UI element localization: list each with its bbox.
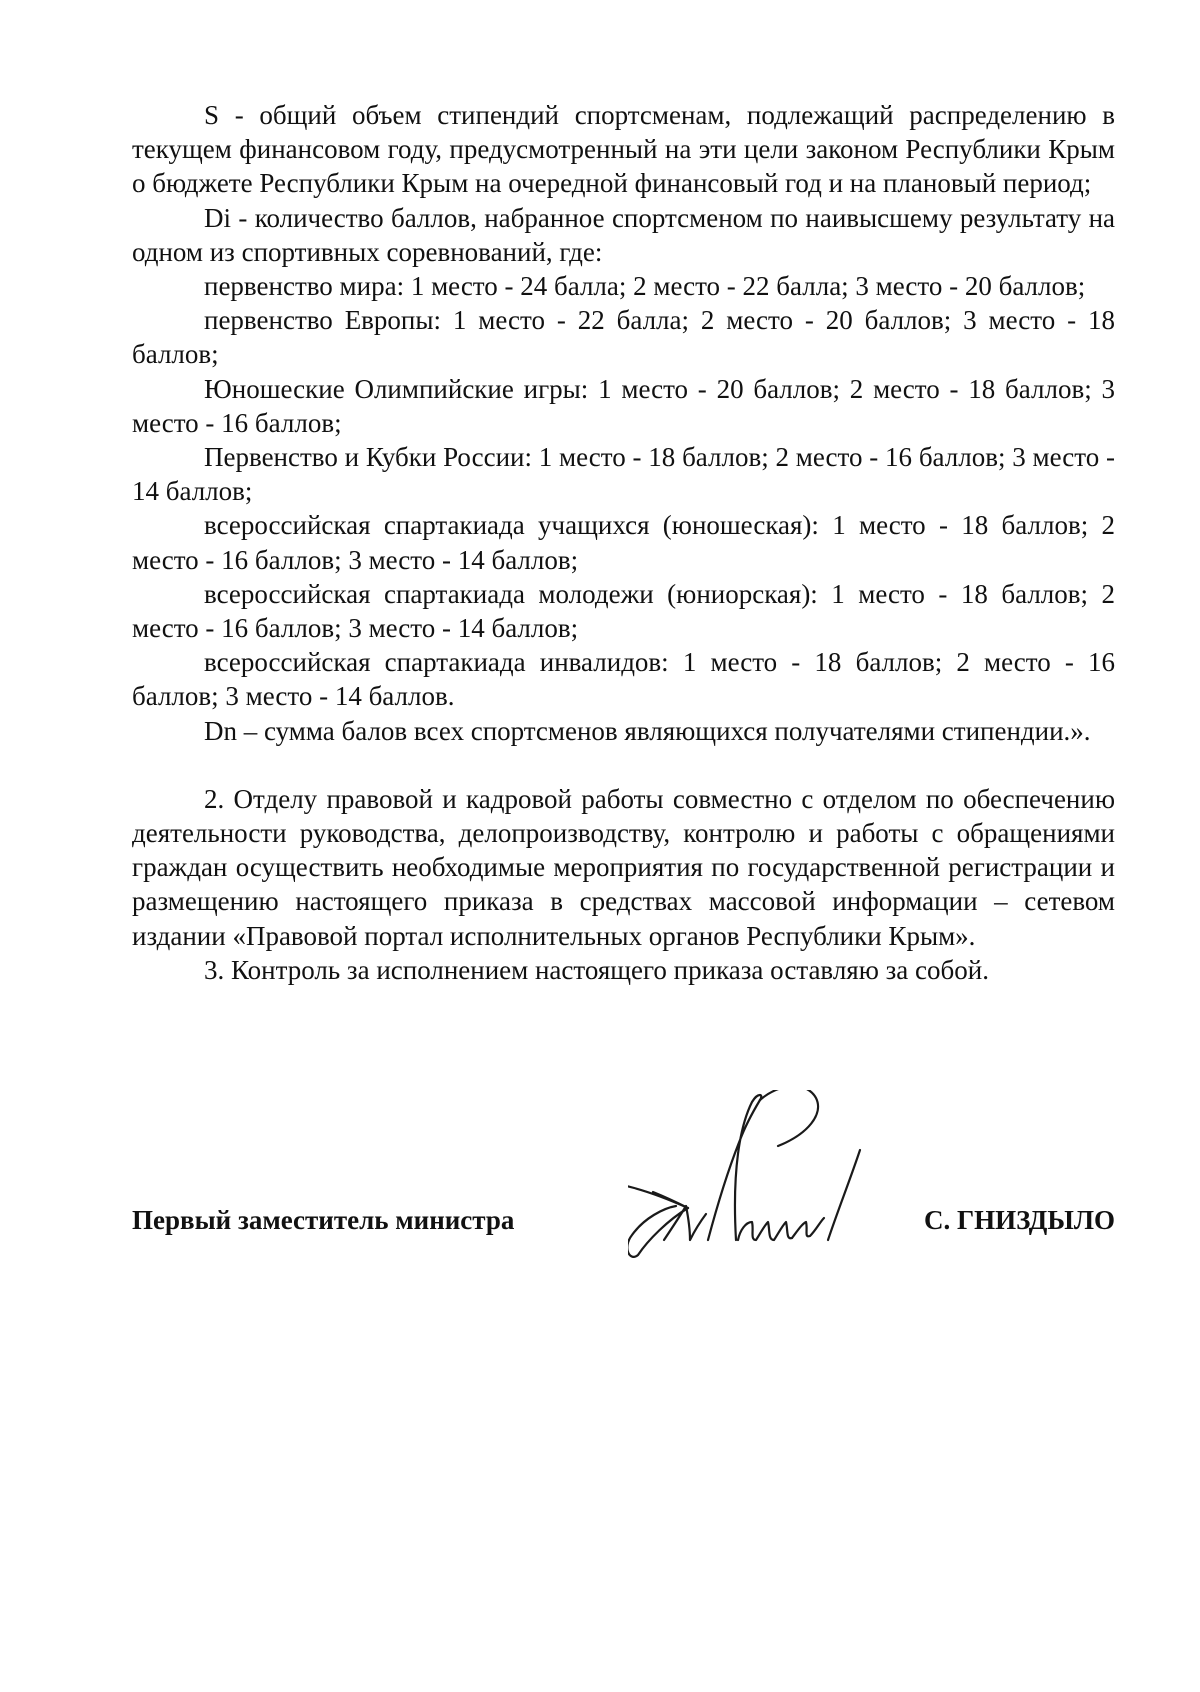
paragraph-students-spartakiad: всероссийская спартакиада учащихся (юношеская): 1 место - 18 баллов; 2 место - 16 баллов; 3 место - 14 баллов; xyxy=(132,510,1115,575)
paragraph-world-championship: первенство мира: 1 место - 24 балла; 2 место - 22 балла; 3 место - 20 баллов; xyxy=(204,271,1086,302)
signer-name: С. ГНИЗДЫЛО xyxy=(924,1205,1115,1235)
paragraph-youth-spartakiad: всероссийская спартакиада молодежи (юниорская): 1 место - 18 баллов; 2 место - 16 баллов; 3 место - 14 баллов; xyxy=(132,578,1115,644)
signer-title: Первый заместитель министра xyxy=(132,1205,515,1235)
paragraph-di-definition: Di - количество баллов, набранное спортсменом по наивысшему результату на одном из спортивных соревнований, где: xyxy=(132,202,1115,267)
paragraph-youth-olympics: Юношеские Олимпийские игры: 1 место - 20 баллов; 2 место - 18 баллов; 3 место - 16 баллов; xyxy=(132,373,1115,438)
paragraph-dn-definition: Dn – сумма балов всех спортсменов являющихся получателями стипендии.». xyxy=(204,715,1091,746)
paragraph-disabled-spartakiad: всероссийская спартакиада инвалидов: 1 место - 18 баллов; 2 место - 16 баллов; 3 место - 14 баллов. xyxy=(132,647,1115,712)
paragraph-item-3: 3. Контроль за исполнением настоящего приказа оставляю за собой. xyxy=(204,954,989,985)
paragraph-russia-cups: Первенство и Кубки России: 1 место - 18 баллов; 2 место - 16 баллов; 3 место - 14 баллов; xyxy=(132,442,1115,507)
signature-block xyxy=(132,1205,1115,1265)
paragraph-s-definition: S - общий объем стипендий спортсменам, подлежащий распределению в текущем финансовом году, предусмотренный на эти цели законом Республики Крым о бюджете Республики Крым на очередной финансовый год и на плановый период; xyxy=(132,100,1115,199)
paragraph-item-2: 2. Отделу правовой и кадровой работы совместно с отделом по обеспечению деятельности руководства, делопроизводству, контролю и работы с обращениями граждан осуществить необходимые мероприятия по государственной регистрации и размещению настоящего приказа в средствах массовой информации – сетевом издании «Правовой портал исполнительных органов Республики Крым». xyxy=(132,783,1115,951)
paragraph-europe-championship: первенство Европы: 1 место - 22 балла; 2 место - 20 баллов; 3 место - 18 баллов; xyxy=(132,305,1115,370)
document-body xyxy=(132,98,1115,987)
